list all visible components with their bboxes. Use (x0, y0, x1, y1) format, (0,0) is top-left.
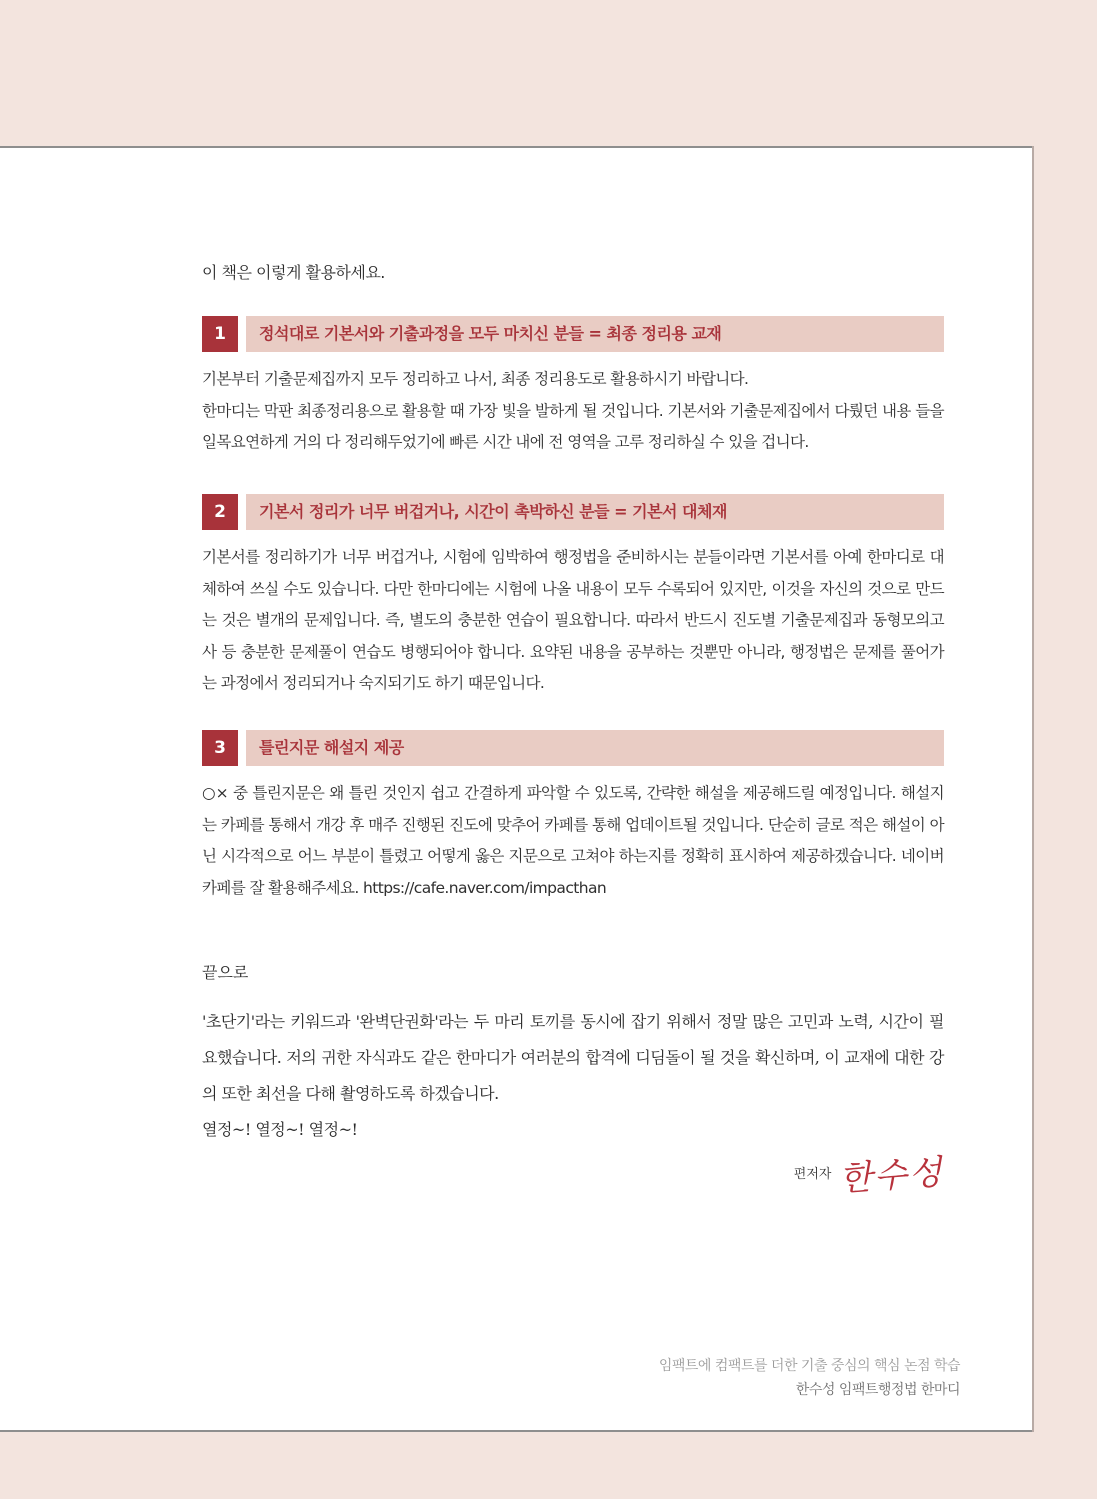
section-body (202, 364, 944, 459)
section-header (202, 494, 944, 530)
section-title: 정석대로 기본서와 기출과정을 모두 마치신 분들 = 최종 정리용 교재 (259, 324, 722, 343)
paragraph: 한마디는 막판 최종정리용으로 활용할 때 가장 빛을 발하게 될 것입니다. 기본서와 기출문제집에서 다뤘던 내용 들을 일목요연하게 거의 다 정리해두었기에 빠른 시간 내에 전 영역을 고루 정리하실 수 있을 겁니다. (202, 401, 944, 451)
signature-label: 편저자 (793, 1167, 832, 1182)
closing-heading: 끝으로 (202, 963, 249, 982)
signature-name: 한수성 (838, 1152, 946, 1200)
section-3 (202, 730, 944, 904)
page-sheet (0, 146, 1032, 1432)
closing-cheer: 열정~! 열정~! 열정~! (202, 1120, 358, 1139)
paragraph: 기본부터 기출문제집까지 모두 정리하고 나서, 최종 정리용도로 활용하시기 바랍니다. (202, 370, 749, 388)
section-number-badge: 3 (202, 730, 238, 766)
section-body (202, 778, 944, 904)
section-number-badge: 1 (202, 316, 238, 352)
paragraph: 기본서를 정리하기가 너무 버겁거나, 시험에 임박하여 행정법을 준비하시는 분들이라면 기본서를 아예 한마디로 대체하여 쓰실 수도 있습니다. 다만 한마디에는 시험에 나올 내용이 모두 수록되어 있지만, 이것을 자신의 것으로 만드는 것은 별개의 문제입니다. 즉, 별도의 충분한 연습이 필요합니다. 따라서 반드시 진도별 기출문제집과 동형모의고사 등 충분한 문제풀이 연습도 병행되어야 합니다. 요약된 내용을 공부하는 것뿐만 아니라, 행정법은 문제를 풀어가는 과정에서 정리되거나 숙지되기도 하기 때문입니다. (202, 548, 944, 692)
section-2 (202, 494, 944, 700)
author-signature (793, 1148, 946, 1200)
footer-tagline: 임팩트에 컴팩트를 더한 기출 중심의 핵심 논점 학습 (658, 1358, 960, 1374)
section-header (202, 316, 944, 352)
section-title: 기본서 정리가 너무 버겁거나, 시간이 촉박하신 분들 = 기본서 대체재 (259, 502, 727, 521)
closing-body (202, 1004, 944, 1148)
section-number-badge: 2 (202, 494, 238, 530)
closing-paragraph: '초단기'라는 키워드과 '완벽단권화'라는 두 마리 토끼를 동시에 잡기 위해서 정말 많은 고민과 노력, 시간이 필요했습니다. 저의 귀한 자식과도 같은 한마디가 여러분의 합격에 디딤돌이 될 것을 확신하며, 이 교재에 대한 강의 또한 최선을 다해 촬영하도록 하겠습니다. (202, 1012, 944, 1103)
section-header (202, 730, 944, 766)
section-1 (202, 316, 944, 459)
footer-book-title: 한수성 임팩트행정법 한마디 (795, 1382, 960, 1398)
section-body (202, 542, 944, 700)
page-footer (659, 1354, 960, 1402)
paragraph: ○× 중 틀린지문은 왜 틀린 것인지 쉽고 간결하게 파악할 수 있도록, 간략한 해설을 제공해드릴 예정입니다. 해설지는 카페를 통해서 개강 후 매주 진행된 진도에 맞추어 카페를 통해 업데이트될 것입니다. 단순히 글로 적은 해설이 아닌 시각적으로 어느 부분이 틀렸고 어떻게 옳은 지문으로 고쳐야 하는지를 정확히 표시하여 제공하겠습니다. 네이버 카페를 잘 활용해주세요. https://cafe.naver.com/impacthan (202, 784, 944, 897)
page-edge-shadow (1032, 146, 1034, 1432)
section-title: 틀린지문 해설지 제공 (259, 738, 404, 757)
intro-heading: 이 책은 이렇게 활용하세요. (202, 263, 385, 282)
